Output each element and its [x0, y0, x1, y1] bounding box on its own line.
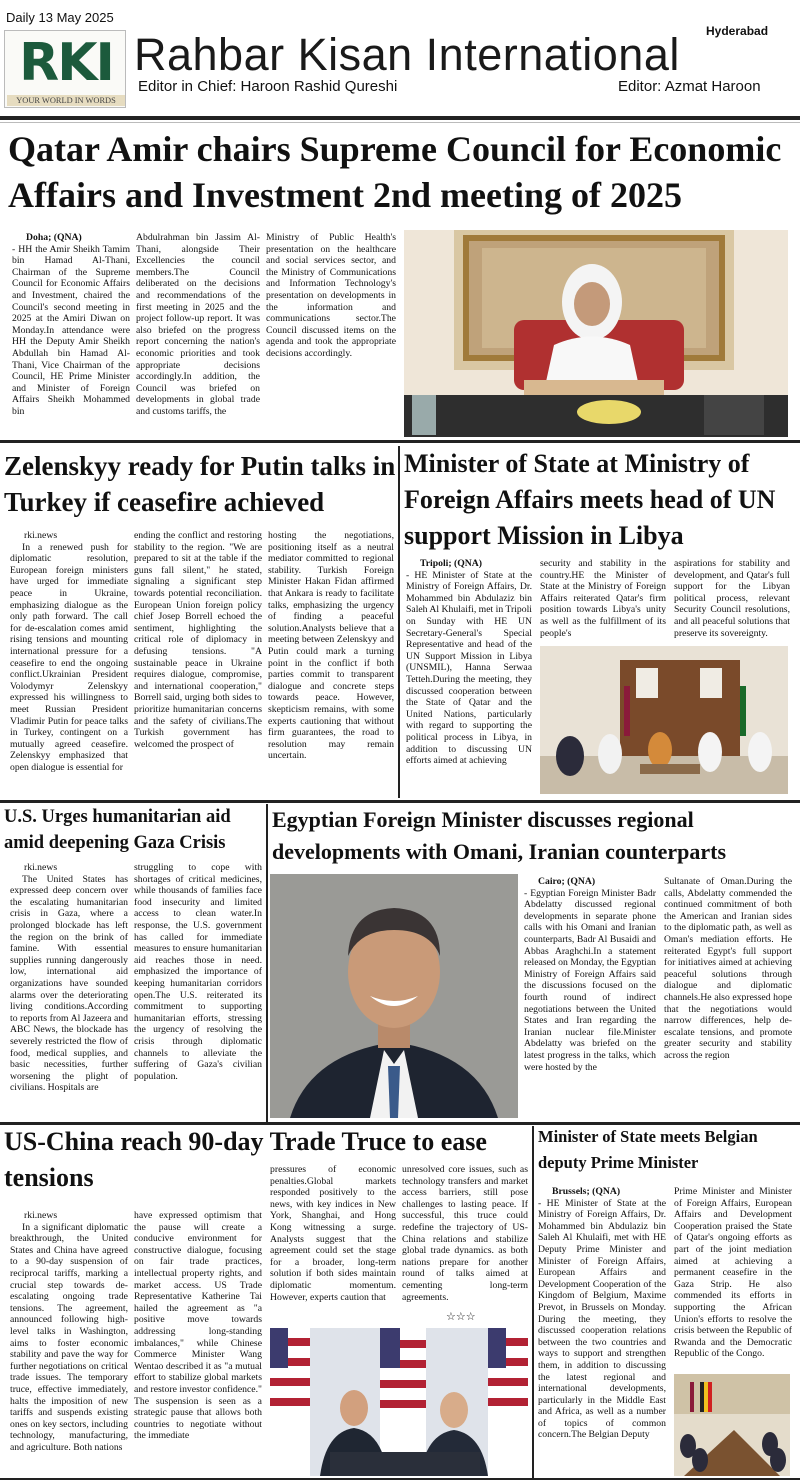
china-col-4	[402, 1164, 528, 1314]
column-divider-bottom	[532, 1126, 534, 1478]
qatar-col-3	[266, 232, 396, 434]
china-col-2	[134, 1210, 262, 1476]
egypt-col-2	[664, 876, 792, 1118]
gaza-col-1	[10, 862, 128, 1118]
end-stars: ☆☆☆	[446, 1310, 476, 1323]
qatar-col-1	[12, 232, 130, 434]
issue-date: Daily 13 May 2025	[6, 10, 114, 25]
libya-dateline: Tripoli; (QNA)	[420, 558, 482, 569]
zelensky-text-1: In a renewed push for diplomatic resolution, European foreign ministers have urged for immediate peace in Ukraine, emphasizing dialogue as the only path forward. The call for de-escalation comes amid rising tensions and mounting international pressure for a ceasefire to end the ongoing conflict.Ukrainian President Volodymyr Zelenskyy expressed his willingness to meet Russian President Vladimir Putin for peace talks in Turkey, contingent on a mutually agreed ceasefire. Zelenskyy emphasized that open dialogue is essential for	[10, 541, 128, 773]
china-text-2: have expressed optimism that the pause will create a conducive environment for constructive dialogue, focusing on fair trade practices, intellectual property rights, and market access. US Trade Representative Katherine Tai hailed the agreement as "a positive move towards addressing long-standing imbalances," while Chinese Commerce Minister Wang Wentao described it as "a mutual effort to stabilize global markets and restore investor confidence." The suspension is seen as a strategic pause that allows both countries to negotiate without the immediate	[134, 1210, 262, 1442]
rule-below-zelensky	[0, 800, 800, 803]
belgium-text-1: - HE Minister of State at the Ministry of Foreign Affairs, Dr. Mohammed bin Abdulaziz bin Saleh Al Khulaifi, met with HE Deputy Prime Minister and Minister of Foreign Affairs, European Affairs and Development Cooperation of the Kingdom of Belgium, Maxime Prevot, in Brussels on Monday. During the meeting, they discussed cooperation relations between the two countries and ways to support and strengthen them, in addition to discussing the latest regional and international developments, particularly in the Middle East and Africa, as well as a number of topics of common concern.The Belgian Deputy	[538, 1197, 666, 1441]
photo-libya-meeting	[540, 646, 788, 794]
belgium-col-1	[538, 1186, 666, 1476]
headline-libya: Minister of State at Ministry of Foreign Affairs meets head of UN support Mission in Libya	[404, 449, 776, 550]
belgium-dateline: Brussels; (QNA)	[552, 1186, 621, 1197]
editor-in-chief: Editor in Chief: Haroon Rashid Qureshi	[138, 78, 398, 95]
libya-text-3: aspirations for stability and development, and Qatar's full support for the Libyan political process, relevant Security Council resolutions, and all peaceful solutions that preserve its sovereignty.	[674, 558, 790, 639]
headline-belgium: Minister of State meets Belgian deputy Prime Minister	[538, 1127, 758, 1172]
egypt-col-1	[524, 876, 656, 1118]
photo-trade-talks	[270, 1328, 528, 1476]
egypt-text-2: Sultanate of Oman.During the calls, Abdelatty commended the continued commitment of both the American and Iranian sides to the diplomatic path, as well as Oman's mediation efforts. He reiterated Egypt's full support for initiatives aimed at achieving peaceful solutions through dialogue and diplomatic channels.He also expressed hope that the negotiations would narrow differences, help de-escalate tensions, and promote greater security and stability across the region	[664, 876, 792, 1061]
masthead-logo	[4, 30, 126, 108]
qatar-dateline: Doha; (QNA)	[26, 232, 82, 243]
qatar-text-3: Ministry of Public Health's presentation on the healthcare and social services sector, and the Ministry of Communications and Information Technology's presentation on developments in the information and communications sector.The Council discussed items on the agenda and took the appropriate decisions accordingly.	[266, 232, 396, 359]
china-text-1: In a significant diplomatic breakthrough, the United States and China have agreed to a 90-day suspension of reciprocal tariffs, marking a crucial step towards de-escalating ongoing trade tensions. The agreement, announced following high-level talks in Washington, aims to foster economic stability and pave the way for further negotiations on critical trade issues. The temporary truce, effective immediately, halts the imposition of new tariffs and suspends existing ones on key sectors, including technology, manufacturing, and agriculture. Both nations	[10, 1221, 128, 1453]
libya-col-3	[674, 558, 790, 642]
column-divider-mid	[398, 446, 400, 798]
photo-egypt-minister	[270, 874, 518, 1118]
paper-title: Rahbar Kisan International	[134, 29, 680, 80]
zelensky-source: rki.news	[24, 530, 58, 541]
edition-city: Hyderabad	[706, 24, 769, 38]
libya-col-2	[540, 558, 666, 642]
headline-egypt: Egyptian Foreign Minister discusses regional developments with Omani, Iranian counterparts	[272, 807, 727, 864]
gaza-source: rki.news	[24, 862, 58, 873]
qatar-text-1: - HH the Amir Sheikh Tamim bin Hamad Al-Thani, Chairman of the Supreme Council for Economic Affairs and Investment, chaired the Council's second meeting in 2025 at the Amiri Diwan on Monday.In attendance were HH the Deputy Amir Sheikh Abdullah bin Hamad Al-Thani, Vice Chairman of the Council, HE Prime Minister and Minister of Foreign Affairs Sheikh Mohammed bin	[12, 243, 130, 417]
gaza-text-2: struggling to cope with shortages of critical medicines, while thousands of families face food insecurity and limited access to clean water.In response, the U.S. government has called for immediate measures to ensure humanitarian aid reaches those in need. emphasized the importance of keeping humanitarian corridors open.The U.S. reiterated its commitment to supporting humanitarian efforts, stressing the urgency of resolving the crisis through diplomatic channels to alleviate the suffering of Gaza's civilian population.	[134, 862, 262, 1082]
page-bottom-rule	[0, 1478, 800, 1480]
china-text-4: unresolved core issues, such as technology transfers and market access barriers, still pose challenges to lasting peace. If successful, this truce could redefine the trajectory of US-China relations and stabilize global trade dynamics. as both nations prepare for another round of talks aimed at cementing long-term agreements.	[402, 1164, 528, 1303]
belgium-col-2	[674, 1186, 792, 1370]
zelensky-col-1	[10, 530, 128, 796]
libya-text-2: security and stability in the country.HE the Minister of State at the Ministry of Foreign Affairs reiterated Qatar's firm position towards Libya's unity as well as the fulfillment of its people's	[540, 558, 666, 639]
qatar-text-2: Abdulrahman bin Jassim Al-Thani, alongside Their Excellencies the council members.The Council deliberated on the decisions and recommendations of the first meeting in 2025 and the project follow-up report. It was also briefed on the progress report concerning the nation's economic priorities and took appropriate decisions accordingly.In addition, the Council was briefed on developments in global trade and customs tariffs, the	[136, 232, 260, 417]
headline-gaza: U.S. Urges humanitarian aid amid deepening Gaza Crisis	[4, 807, 231, 853]
qatar-col-2	[136, 232, 260, 434]
headline-china: US-China reach 90-day Trade Truce to ease tensions	[4, 1127, 487, 1192]
logo-mark: RKI	[19, 33, 113, 93]
logo-tagline: YOUR WORLD IN WORDS	[7, 95, 125, 106]
column-divider-lower	[266, 804, 268, 1124]
egypt-dateline: Cairo; (QNA)	[538, 876, 596, 887]
headline-qatar: Qatar Amir chairs Supreme Council for Economic Affairs and Investment 2nd meeting of 2025	[8, 129, 782, 215]
egypt-text-1: - Egyptian Foreign Minister Badr Abdelatty discussed regional developments in separate phone calls with his Omani and Iranian counterparts, Badr Al Busaidi and Abbas Araghchi.In a statement released on Monday, the Egyptian Ministry of Foreign Affairs said the discussions focused on the fourth round of indirect negotiations between the United States and Iran regarding the Iranian nuclear file.Minister Abdelatty was briefed on the latest progress in the talks, which were hosted by the	[524, 887, 656, 1073]
zelensky-col-2	[134, 530, 262, 796]
masthead-rule	[0, 116, 800, 120]
masthead-rule-thin	[0, 122, 800, 123]
zelensky-text-3: hosting the negotiations, positioning itself as a neutral mediator committed to regional stability. Turkish Foreign Minister Hakan Fidan affirmed that Ankara is ready to facilitate talks, emphasizing the urgency of finding a peaceful solution.Analysts believe that a meeting between Zelenskyy and Putin could mark a turning point in the conflict if both parties commit to transparent dialogue and concrete steps towards peace. However, skepticism remains, with some experts cautioning that without firm guarantees, the road to resolution may remain uncertain.	[268, 530, 394, 762]
china-source: rki.news	[24, 1210, 58, 1221]
photo-belgium-meeting	[674, 1374, 790, 1476]
china-text-3: pressures of economic penalties.Global markets responded positively to the news, with key indices in New York, Shanghai, and Hong Kong witnessing a surge. Analysts suggest that the agreement could set the stage for a broader, long-term solution if both sides maintain diplomatic momentum. However, experts caution that	[270, 1164, 396, 1303]
zelensky-text-2: ending the conflict and restoring stability to the region. "We are prepared to sit at the table if the guns fall silent," he stated, signaling a significant step towards potential reconciliation. European Union foreign policy chief Josep Borrell echoed the sentiment, highlighting the critical role of diplomacy in defusing tensions. "A sustainable peace in Ukraine requires dialogue, compromise, and international cooperation," Borrell said, urging both sides to prioritize humanitarian concerns and the safety of civilians.The Turkish government has welcomed the prospect of	[134, 530, 262, 750]
zelensky-col-3	[268, 530, 394, 796]
editor-credit: Editor: Azmat Haroon	[618, 78, 761, 95]
china-col-1	[10, 1210, 128, 1476]
gaza-text-1: The United States has expressed deep concern over the escalating humanitarian crisis in Gaza, where a prolonged blockade has left the region on the brink of famine. With essential supplies running dangerously low, international aid organizations have sounded alarms over the deteriorating living conditions.According to reports from Al Jazeera and ABC News, the blockade has severely restricted the flow of food, medical supplies, and basic necessities, further worsening the plight of civilians. Hospitals are	[10, 873, 128, 1094]
libya-text-1: - HE Minister of State at the Ministry of Foreign Affairs, Dr. Mohammed bin Abdulaziz bin Saleh Al Khulaifi, met in Tripoli on Sunday with HE UN Secretary-General's Special Representative and head of the UN Support Mission in Libya (UNSMIL), Hanna Serwaa Tetteh.During the meeting, they discussed cooperation between the State of Qatar and the United Nations, particularly with regard to supporting the political process in Libya, in addition to discussing UN efforts aimed at achieving	[406, 569, 532, 767]
belgium-text-2: Prime Minister and Minister of Foreign Affairs, European Affairs and Development Cooperation praised the State of Qatar's ongoing efforts as part of the joint mediation aimed at achieving a permanent ceasefire in the Gaza Strip. He also commended its efforts in supporting the African Union's efforts to resolve the crisis between the Republic of Rwanda and the Democratic Republic of the Congo.	[674, 1186, 792, 1360]
rule-below-qatar	[0, 440, 800, 443]
libya-col-1	[406, 558, 532, 796]
photo-amir-meeting	[404, 230, 788, 437]
headline-zelensky: Zelenskyy ready for Putin talks in Turkey if ceasefire achieved	[4, 451, 396, 517]
china-col-3	[270, 1164, 396, 1324]
gaza-col-2	[134, 862, 262, 1118]
